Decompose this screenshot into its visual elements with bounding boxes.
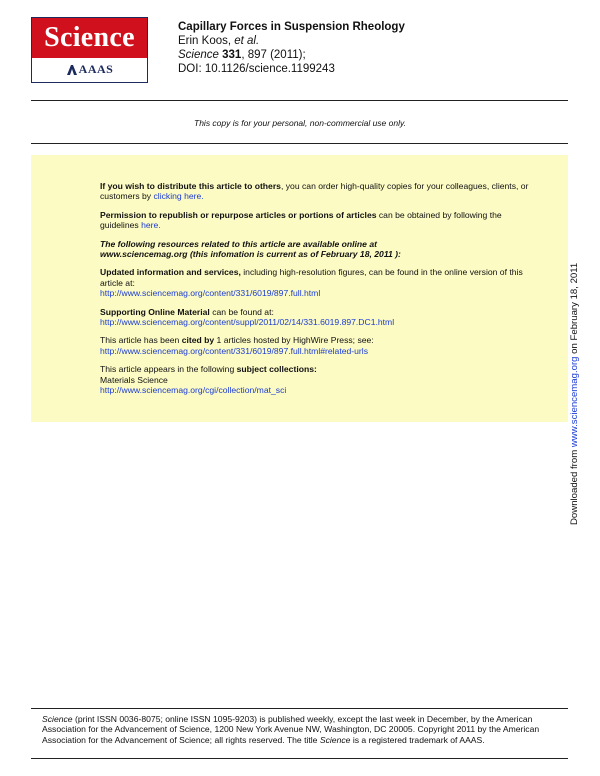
- journal-name: Science: [178, 49, 219, 61]
- personal-use-note: This copy is for your personal, non-commercial use only.: [194, 118, 406, 128]
- bottom-divider: [31, 758, 568, 759]
- supporting-text: can be found at:: [209, 306, 274, 317]
- logo-publisher: [32, 62, 147, 77]
- collection-url-link[interactable]: http://www.sciencemag.org/cgi/collection/mat_sci: [100, 385, 287, 396]
- article-doi: DOI: 10.1126/science.1199243: [178, 63, 335, 75]
- logo-wordmark: Science: [32, 18, 147, 58]
- distribute-heading: If you wish to distribute this article to others: [100, 181, 281, 191]
- collections-prefix: This article appears in the following: [100, 364, 237, 375]
- journal-reference: [178, 48, 405, 62]
- citation-block: [178, 20, 405, 76]
- footer-journal: Science: [42, 714, 73, 724]
- cited-prefix: This article has been: [100, 335, 182, 346]
- author-names: Erin Koos,: [178, 35, 235, 47]
- footer-notice: [42, 714, 568, 745]
- footer-trademark: is a registered trademark of AAAS.: [350, 734, 485, 745]
- download-notice-text: [569, 263, 581, 525]
- distribute-text: , you can order high-quality copies for your colleagues, clients, or customers by: [100, 181, 529, 202]
- updated-heading: Updated information and services,: [100, 267, 241, 278]
- download-date: on February 18, 2011: [569, 262, 580, 357]
- resources-note-line2: www.sciencemag.org (this infomation is current as of February 18, 2011 ):: [100, 249, 401, 260]
- collections-heading: subject collections:: [236, 364, 317, 375]
- collections-paragraph: [100, 364, 530, 395]
- sciencemag-link[interactable]: www.sciencemag.org: [569, 356, 580, 448]
- supporting-heading: Supporting Online Material: [100, 306, 210, 317]
- top-divider: [31, 100, 568, 101]
- updated-url-link[interactable]: http://www.sciencemag.org/content/331/6019/897.full.html: [100, 288, 321, 299]
- footer-divider: [31, 708, 568, 709]
- download-prefix: Downloaded from: [569, 447, 580, 525]
- science-logo: [31, 17, 148, 83]
- resources-note: [100, 239, 530, 260]
- journal-pages-year: , 897 (2011);: [241, 49, 306, 61]
- supporting-url-link[interactable]: http://www.sciencemag.org/content/suppl/2011/02/14/331.6019.897.DC1.html: [100, 317, 395, 328]
- footer-text: (print ISSN 0036-8075; online ISSN 1095-9203) is published weekly, except the last week in December, by the American Association for the Advancement of Science, 1200 New York Avenue NW, Washington, DC 20005. Copyright 2011 by the American Association for the Advancement of Science; all rights reserved. The title: [42, 714, 540, 745]
- cited-text: 1 articles hosted by HighWire Press; see:: [214, 335, 374, 346]
- author-etal: et al.: [234, 35, 260, 47]
- distribute-paragraph: [100, 181, 530, 202]
- journal-volume: 331: [222, 49, 242, 61]
- footer-journal-title: Science: [319, 734, 351, 745]
- article-title: Capillary Forces in Suspension Rheology: [178, 21, 405, 33]
- aaas-mark-icon: [66, 64, 78, 76]
- permission-heading: Permission to republish or repurpose articles or portions of articles: [100, 209, 377, 220]
- resources-note-line1: The following resources related to this article are available online at: [100, 238, 377, 249]
- permission-text: can be obtained by following the guidelines: [100, 209, 502, 231]
- updated-paragraph: [100, 267, 530, 298]
- cited-heading: cited by: [181, 335, 215, 346]
- note-divider: [31, 143, 568, 144]
- resources-content: [100, 181, 530, 404]
- cited-url-link[interactable]: http://www.sciencemag.org/content/331/6019/897.full.html#related-urls: [100, 345, 368, 356]
- logo-publisher-text: AAAS: [78, 62, 114, 76]
- cited-paragraph: [100, 335, 530, 356]
- article-authors: [178, 34, 405, 48]
- collection-subject: Materials Science: [100, 374, 168, 385]
- updated-text: including high-resolution figures, can be found in the online version of this article at:: [100, 267, 523, 288]
- permission-paragraph: [100, 210, 530, 231]
- guidelines-link[interactable]: here.: [141, 220, 161, 231]
- supporting-paragraph: [100, 307, 530, 328]
- clicking-here-link[interactable]: clicking here.: [153, 191, 204, 202]
